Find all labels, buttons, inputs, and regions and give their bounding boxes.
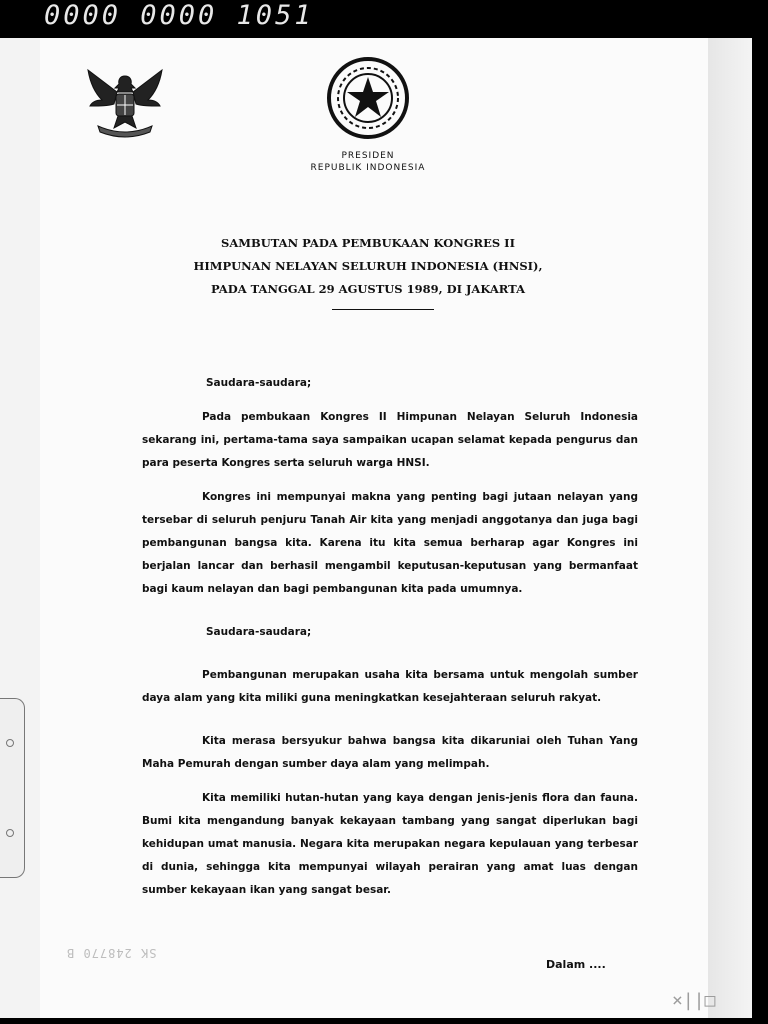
microfilm-frame-number: 0000 0000 1051 [44, 0, 314, 31]
salutation: Saudara-saudara; [206, 626, 312, 638]
paragraph: Pembangunan merupakan usaha kita bersama untuk mengolah sumber daya alam yang kita miliki guna meningkatkan kesejahteraan seluruh rakyat. [142, 669, 638, 704]
presidential-seal-icon [326, 56, 410, 140]
title-line-1: SAMBUTAN PADA PEMBUKAAN KONGRES II [221, 236, 515, 250]
page-edge [708, 38, 752, 1018]
title-line-2: HIMPUNAN NELAYAN SELURUH INDONESIA (HNSI), [193, 259, 543, 273]
serial-stamp: SK 248770 B [66, 946, 157, 960]
paragraph: Kita memiliki hutan-hutan yang kaya dengan jenis-jenis flora dan fauna. Bumi kita mengandung banyak kekayaan tambang yang sangat diperlukan bagi kehidupan umat manusia. Negara kita merupakan negara kepulauan yang terbesar di dunia, sehingga kita mempunyai wilayah perairan yang amat luas dengan sumber kekayaan ikan yang sangat besar. [142, 792, 638, 896]
paragraph: Kongres ini mempunyai makna yang penting bagi jutaan nelayan yang tersebar di seluruh penjuru Tanah Air kita yang menjadi anggotanya dan juga bagi pembangunan bangsa kita. Karena itu kita semua berharap agar Kongres ini berjalan lancar dan berhasil mengambil keputusan-keputusan yang bermanfaat bagi kaum nelayan dan bagi pembangunan kita pada umumnya. [142, 491, 638, 595]
continuation-text: Dalam .... [546, 958, 606, 971]
title-underline [332, 309, 434, 310]
binder-tab [0, 698, 25, 878]
letterhead-line-1: PRESIDEN [341, 151, 395, 161]
binder-hole [6, 739, 14, 747]
letterhead [270, 150, 466, 174]
title-line-3: PADA TANGGAL 29 AGUSTUS 1989, DI JAKARTA [210, 282, 526, 296]
binder-hole [6, 829, 14, 837]
garuda-emblem-icon [84, 62, 166, 144]
corner-mark: ×||□ [672, 990, 716, 1011]
paragraph: Kita merasa bersyukur bahwa bangsa kita dikaruniai oleh Tuhan Yang Maha Pemurah dengan sumber daya alam yang melimpah. [142, 735, 638, 770]
document-body [142, 372, 638, 902]
document-title [180, 232, 556, 301]
paragraph: Pada pembukaan Kongres II Himpunan Nelayan Seluruh Indonesia sekarang ini, pertama-tama saya sampaikan ucapan selamat kepada pengurus dan para peserta Kongres serta seluruh warga HNSI. [142, 411, 638, 469]
letterhead-line-2: REPUBLIK INDONESIA [310, 163, 426, 173]
salutation: Saudara-saudara; [206, 377, 312, 389]
